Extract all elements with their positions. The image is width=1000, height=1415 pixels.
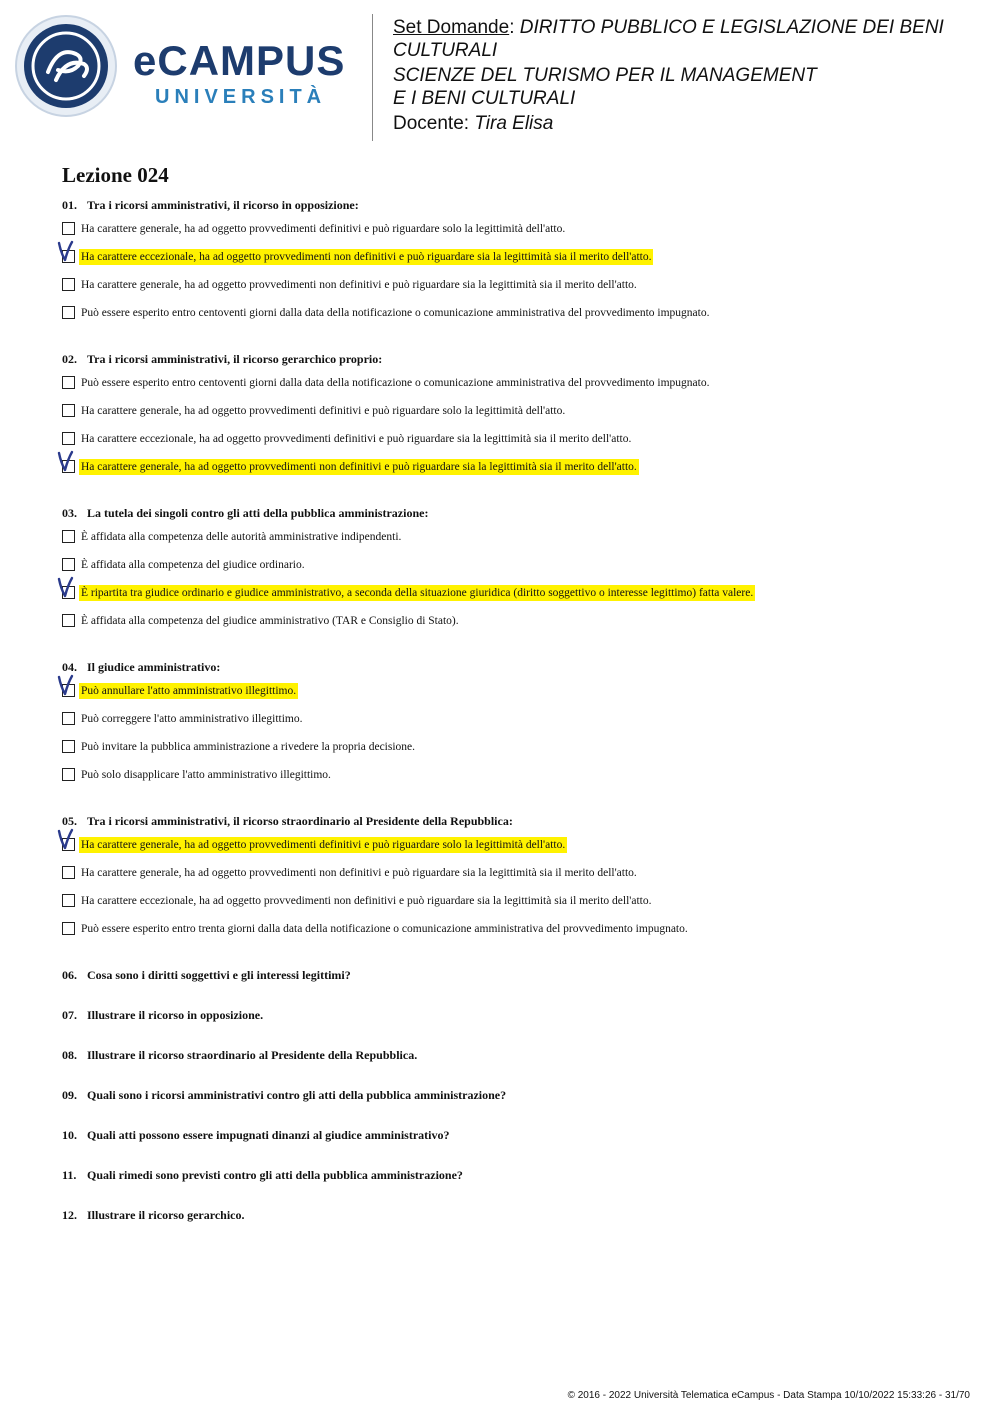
answer-option[interactable] [62, 403, 962, 431]
question-text: Quali atti possono essere impugnati dinanzi al giudice amministrativo? [87, 1128, 450, 1142]
teacher-name: Tira Elisa [474, 113, 554, 134]
handwritten-check-icon [56, 239, 78, 263]
answer-text: Può essere esperito entro centoventi giorni dalla data della notificazione o comunicazione amministrativa del provvedimento impugnato. [81, 377, 710, 389]
answer-text: È affidata alla competenza delle autorità amministrative indipendenti. [81, 531, 402, 543]
answer-option[interactable] [62, 739, 962, 767]
handwritten-check-icon [56, 673, 78, 697]
answer-option[interactable] [62, 613, 962, 641]
course-line-2: CULTURALI [393, 40, 498, 61]
answer-option[interactable] [62, 249, 962, 277]
open-questions [62, 967, 962, 1247]
set-separator: : [509, 17, 515, 38]
answer-text: Può correggere l'atto amministrativo illegittimo. [81, 713, 303, 725]
answer-text: Può essere esperito entro trenta giorni dalla data della notificazione o comunicazione amministrativa del provvedimento impugnato. [81, 923, 688, 935]
answer-checkbox[interactable] [62, 530, 75, 543]
answer-checkbox[interactable] [62, 306, 75, 319]
answer-checkbox[interactable] [62, 222, 75, 235]
answer-text-highlighted: Ha carattere generale, ha ad oggetto provvedimenti non definitivi e può riguardare sia la legittimità sia il merito dell'atto. [81, 461, 637, 473]
logo-wordmark [133, 37, 346, 109]
question-number: 03. [62, 506, 77, 520]
answer-option[interactable] [62, 921, 962, 949]
teacher-label: Docente: [393, 113, 470, 134]
question-text: Tra i ricorsi amministrativi, il ricorso straordinario al Presidente della Repubblica: [87, 814, 513, 828]
answer-option[interactable] [62, 557, 962, 585]
open-question [62, 1047, 962, 1087]
program-line-1: SCIENZE DEL TURISMO PER IL MANAGEMENT [393, 65, 817, 86]
question [62, 659, 962, 795]
question-title [62, 813, 962, 829]
answer-checkbox[interactable] [62, 922, 75, 935]
question-number: 11. [62, 1168, 77, 1182]
answer-text: Ha carattere generale, ha ad oggetto provvedimenti definitivi e può riguardare solo la legittimità dell'atto. [81, 405, 566, 417]
question-number: 12. [62, 1208, 77, 1222]
question-text: Illustrare il ricorso in opposizione. [87, 1008, 264, 1022]
open-question [62, 1127, 962, 1167]
answer-text: Ha carattere generale, ha ad oggetto provvedimenti non definitivi e può riguardare sia la legittimità sia il merito dell'atto. [81, 867, 637, 879]
logo-brand: eCAMPUS [133, 37, 346, 84]
question-text: Illustrare il ricorso gerarchico. [87, 1208, 245, 1222]
open-question [62, 1007, 962, 1047]
multiple-choice-questions [62, 197, 962, 949]
answer-option[interactable] [62, 711, 962, 739]
answer-option[interactable] [62, 305, 962, 333]
answer-option[interactable] [62, 585, 962, 613]
question-text: Il giudice amministrativo: [87, 660, 221, 674]
open-question [62, 1087, 962, 1127]
answer-text-highlighted: Ha carattere eccezionale, ha ad oggetto provvedimenti non definitivi e può riguardare sia la legittimità sia il merito dell'atto. [81, 251, 652, 263]
answer-checkbox[interactable] [62, 432, 75, 445]
answer-option[interactable] [62, 837, 962, 865]
answer-checkbox[interactable] [62, 558, 75, 571]
open-question [62, 967, 962, 1007]
answer-checkbox[interactable] [62, 376, 75, 389]
question-number: 04. [62, 660, 77, 674]
answer-checkbox[interactable] [62, 614, 75, 627]
footer: © 2016 - 2022 Università Telematica eCampus - Data Stampa 10/10/2022 15:33:26 - 31/70 [567, 1390, 970, 1401]
handwritten-check-icon [56, 575, 78, 599]
answer-text: È affidata alla competenza del giudice ordinario. [81, 559, 305, 571]
answer-text: Ha carattere eccezionale, ha ad oggetto provvedimenti non definitivi e può riguardare sia la legittimità sia il merito dell'atto. [81, 895, 652, 907]
answer-option[interactable] [62, 431, 962, 459]
answer-option[interactable] [62, 865, 962, 893]
answer-checkbox[interactable] [62, 768, 75, 781]
answer-text: Può invitare la pubblica amministrazione a rivedere la propria decisione. [81, 741, 416, 753]
answer-checkbox[interactable] [62, 712, 75, 725]
answer-text-highlighted: Può annullare l'atto amministrativo illegittimo. [81, 685, 297, 697]
answer-checkbox[interactable] [62, 866, 75, 879]
question-title [62, 505, 962, 521]
open-question [62, 1207, 962, 1247]
answer-option[interactable] [62, 767, 962, 795]
answer-option[interactable] [62, 375, 962, 403]
question-number: 06. [62, 968, 77, 982]
answer-checkbox[interactable] [62, 404, 75, 417]
question-number: 10. [62, 1128, 77, 1142]
answer-text: Può essere esperito entro centoventi giorni dalla data della notificazione o comunicazione amministrativa del provvedimento impugnato. [81, 307, 710, 319]
course-info [393, 16, 983, 135]
question-number: 02. [62, 352, 77, 366]
answer-text: Ha carattere generale, ha ad oggetto provvedimenti definitivi e può riguardare solo la legittimità dell'atto. [81, 223, 566, 235]
question-title [62, 197, 962, 213]
answer-text-highlighted: Ha carattere generale, ha ad oggetto provvedimenti definitivi e può riguardare solo la legittimità dell'atto. [81, 839, 566, 851]
lesson-title: Lezione 024 [62, 163, 169, 187]
header-divider [372, 14, 373, 141]
program-line-2: E I BENI CULTURALI [393, 88, 576, 109]
answer-text: Può solo disapplicare l'atto amministrativo illegittimo. [81, 769, 331, 781]
question-text: Quali rimedi sono previsti contro gli atti della pubblica amministrazione? [87, 1168, 463, 1182]
question-number: 05. [62, 814, 77, 828]
question-title [62, 351, 962, 367]
answer-option[interactable] [62, 893, 962, 921]
set-label: Set Domande [393, 17, 510, 38]
question-text: Illustrare il ricorso straordinario al Presidente della Repubblica. [87, 1048, 418, 1062]
answer-text: Ha carattere eccezionale, ha ad oggetto provvedimenti definitivi e può riguardare sia la legittimità sia il merito dell'atto. [81, 433, 632, 445]
question-number: 08. [62, 1048, 77, 1062]
question [62, 505, 962, 641]
answer-option[interactable] [62, 683, 962, 711]
open-question [62, 1167, 962, 1207]
course-line-1: DIRITTO PUBBLICO E LEGISLAZIONE DEI BENI [519, 17, 944, 38]
answer-option[interactable] [62, 221, 962, 249]
answer-option[interactable] [62, 459, 962, 487]
question-text: Tra i ricorsi amministrativi, il ricorso gerarchico proprio: [87, 352, 383, 366]
question-text: Tra i ricorsi amministrativi, il ricorso in opposizione: [87, 198, 359, 212]
question-number: 01. [62, 198, 77, 212]
logo-subtitle: UNIVERSITÀ [155, 86, 327, 108]
answer-checkbox[interactable] [62, 740, 75, 753]
answer-text: È affidata alla competenza del giudice amministrativo (TAR e Consiglio di Stato). [81, 615, 459, 627]
question-number: 09. [62, 1088, 77, 1102]
answer-option[interactable] [62, 529, 962, 557]
answer-option[interactable] [62, 277, 962, 305]
answer-checkbox[interactable] [62, 894, 75, 907]
lesson-content [62, 163, 962, 1247]
answer-checkbox[interactable] [62, 278, 75, 291]
handwritten-check-icon [56, 827, 78, 851]
question [62, 351, 962, 487]
question-text: Cosa sono i diritti soggettivi e gli interessi legittimi? [87, 968, 351, 982]
question [62, 197, 962, 333]
question-text: Quali sono i ricorsi amministrativi contro gli atti della pubblica amministrazione? [87, 1088, 507, 1102]
question [62, 813, 962, 949]
answer-text: Ha carattere generale, ha ad oggetto provvedimenti non definitivi e può riguardare sia la legittimità sia il merito dell'atto. [81, 279, 637, 291]
question-number: 07. [62, 1008, 77, 1022]
handwritten-check-icon [56, 449, 78, 473]
answer-text-highlighted: È ripartita tra giudice ordinario e giudice amministrativo, a seconda della situazione giuridica (diritto soggettivo o interesse legittimo) fatta valere. [81, 587, 754, 599]
question-text: La tutela dei singoli contro gli atti della pubblica amministrazione: [87, 506, 429, 520]
question-title [62, 659, 962, 675]
